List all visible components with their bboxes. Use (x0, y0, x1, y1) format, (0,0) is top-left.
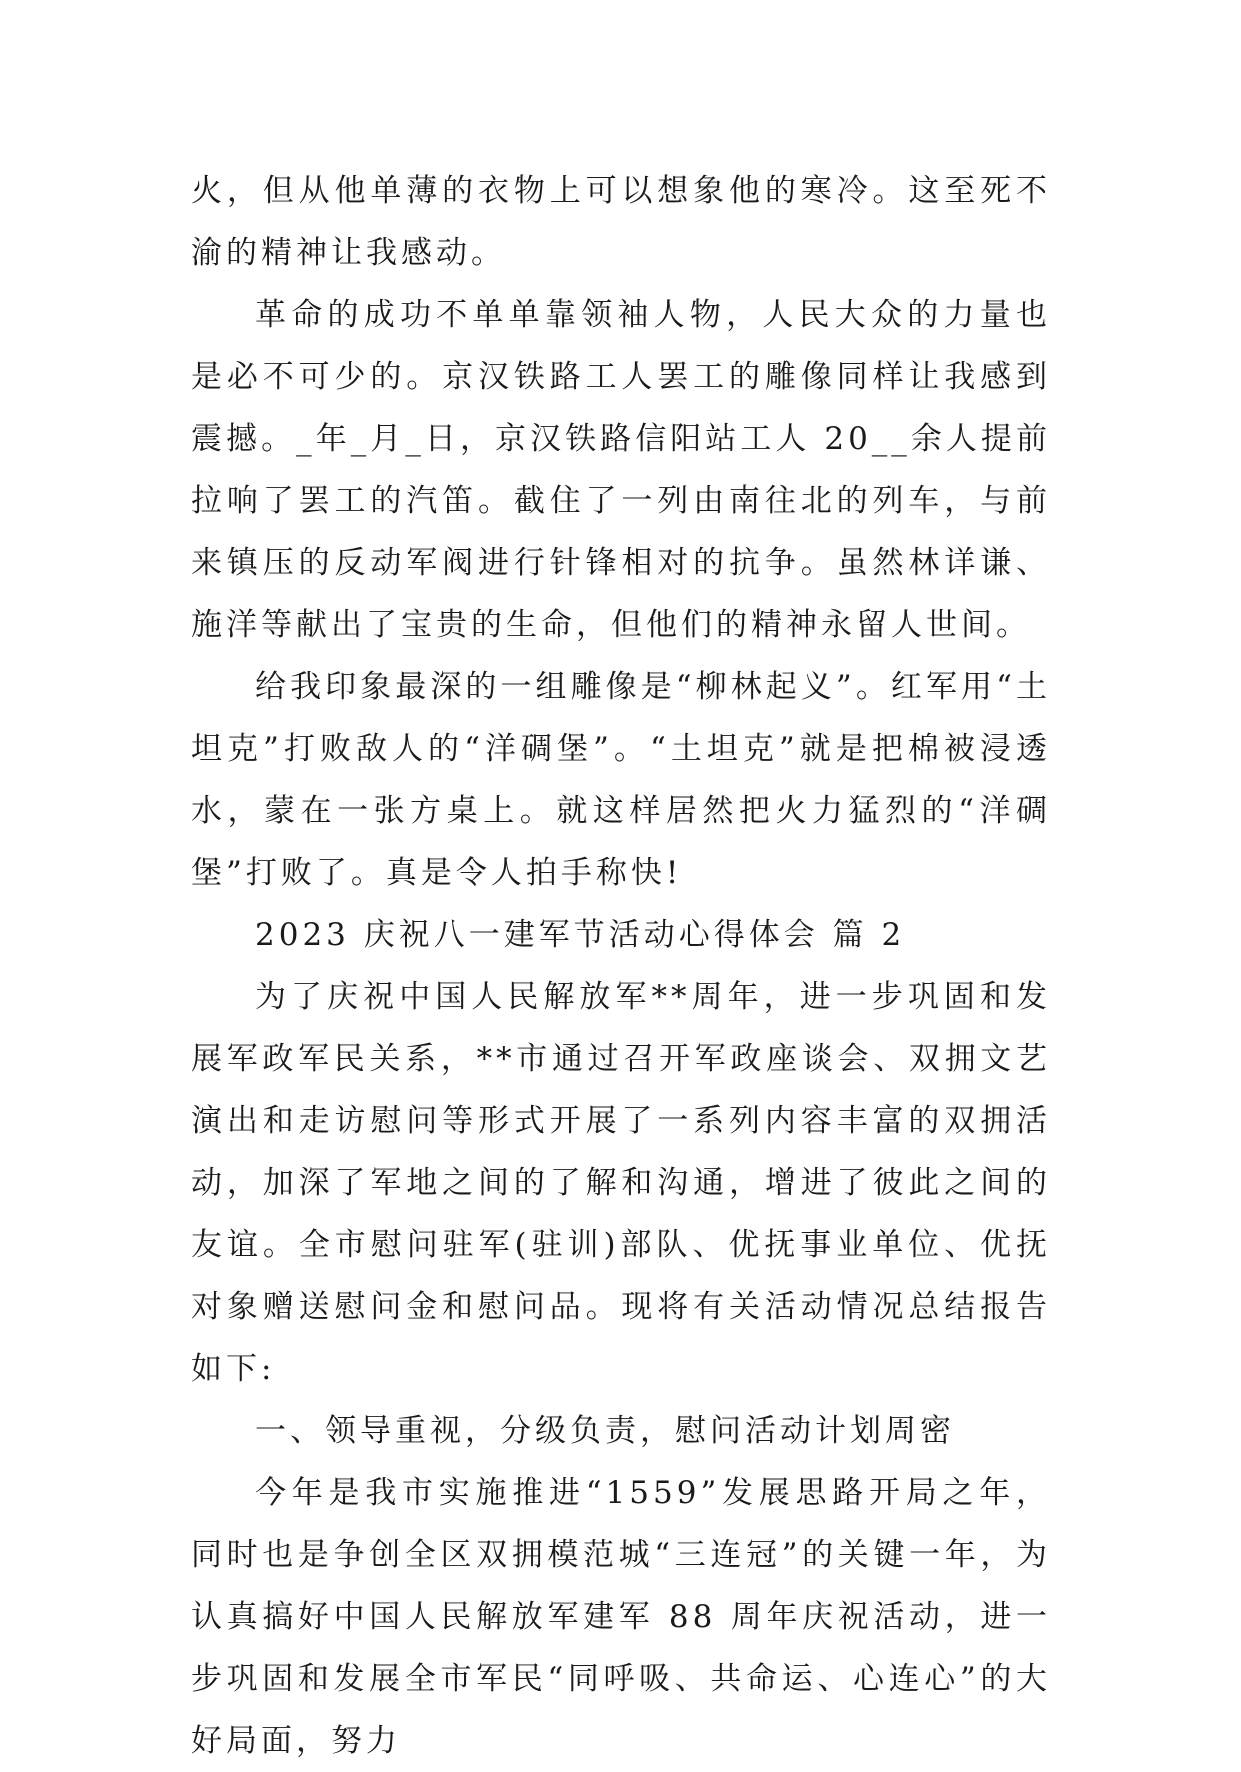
paragraph: 今年是我市实施推进“1559”发展思路开局之年，同时也是争创全区双拥模范城“三连冠”的关键一年，为认真搞好中国人民解放军建军 88 周年庆祝活动，进一步巩固和发展全市军民“同呼吸、共命运、心连心”的大好局面，努力 (191, 1475, 1051, 1759)
paragraph: 革命的成功不单单靠领袖人物，人民大众的力量也是必不可少的。京汉铁路工人罢工的雕像同样让我感到震撼。_年_月_日，京汉铁路信阳站工人 20__余人提前拉响了罢工的汽笛。截住了一列由南往北的列车，与前来镇压的反动军阀进行针锋相对的抗争。虽然林详谦、施洋等献出了宝贵的生命，但他们的精神永留人世间。 (191, 297, 1051, 643)
document-body (191, 160, 1051, 1772)
paragraph: 给我印象最深的一组雕像是“柳林起义”。红军用“土坦克”打败敌人的“洋碉堡”。“土坦克”就是把棉被浸透水，蒙在一张方桌上。就这样居然把火力猛烈的“洋碉堡”打败了。真是令人拍手称快! (191, 669, 1051, 891)
paragraph: 火，但从他单薄的衣物上可以想象他的寒冷。这至死不渝的精神让我感动。 (191, 173, 1051, 271)
paragraph: 为了庆祝中国人民解放军**周年，进一步巩固和发展军政军民关系，**市通过召开军政座谈会、双拥文艺演出和走访慰问等形式开展了一系列内容丰富的双拥活动，加深了军地之间的了解和沟通，增进了彼此之间的友谊。全市慰问驻军(驻训)部队、优抚事业单位、优抚对象赠送慰问金和慰问品。现将有关活动情况总结报告如下: (191, 979, 1051, 1387)
subsection-heading: 一、领导重视，分级负责，慰问活动计划周密 (255, 1413, 955, 1449)
section-heading: 2023 庆祝八一建军节活动心得体会 篇 2 (255, 917, 906, 953)
